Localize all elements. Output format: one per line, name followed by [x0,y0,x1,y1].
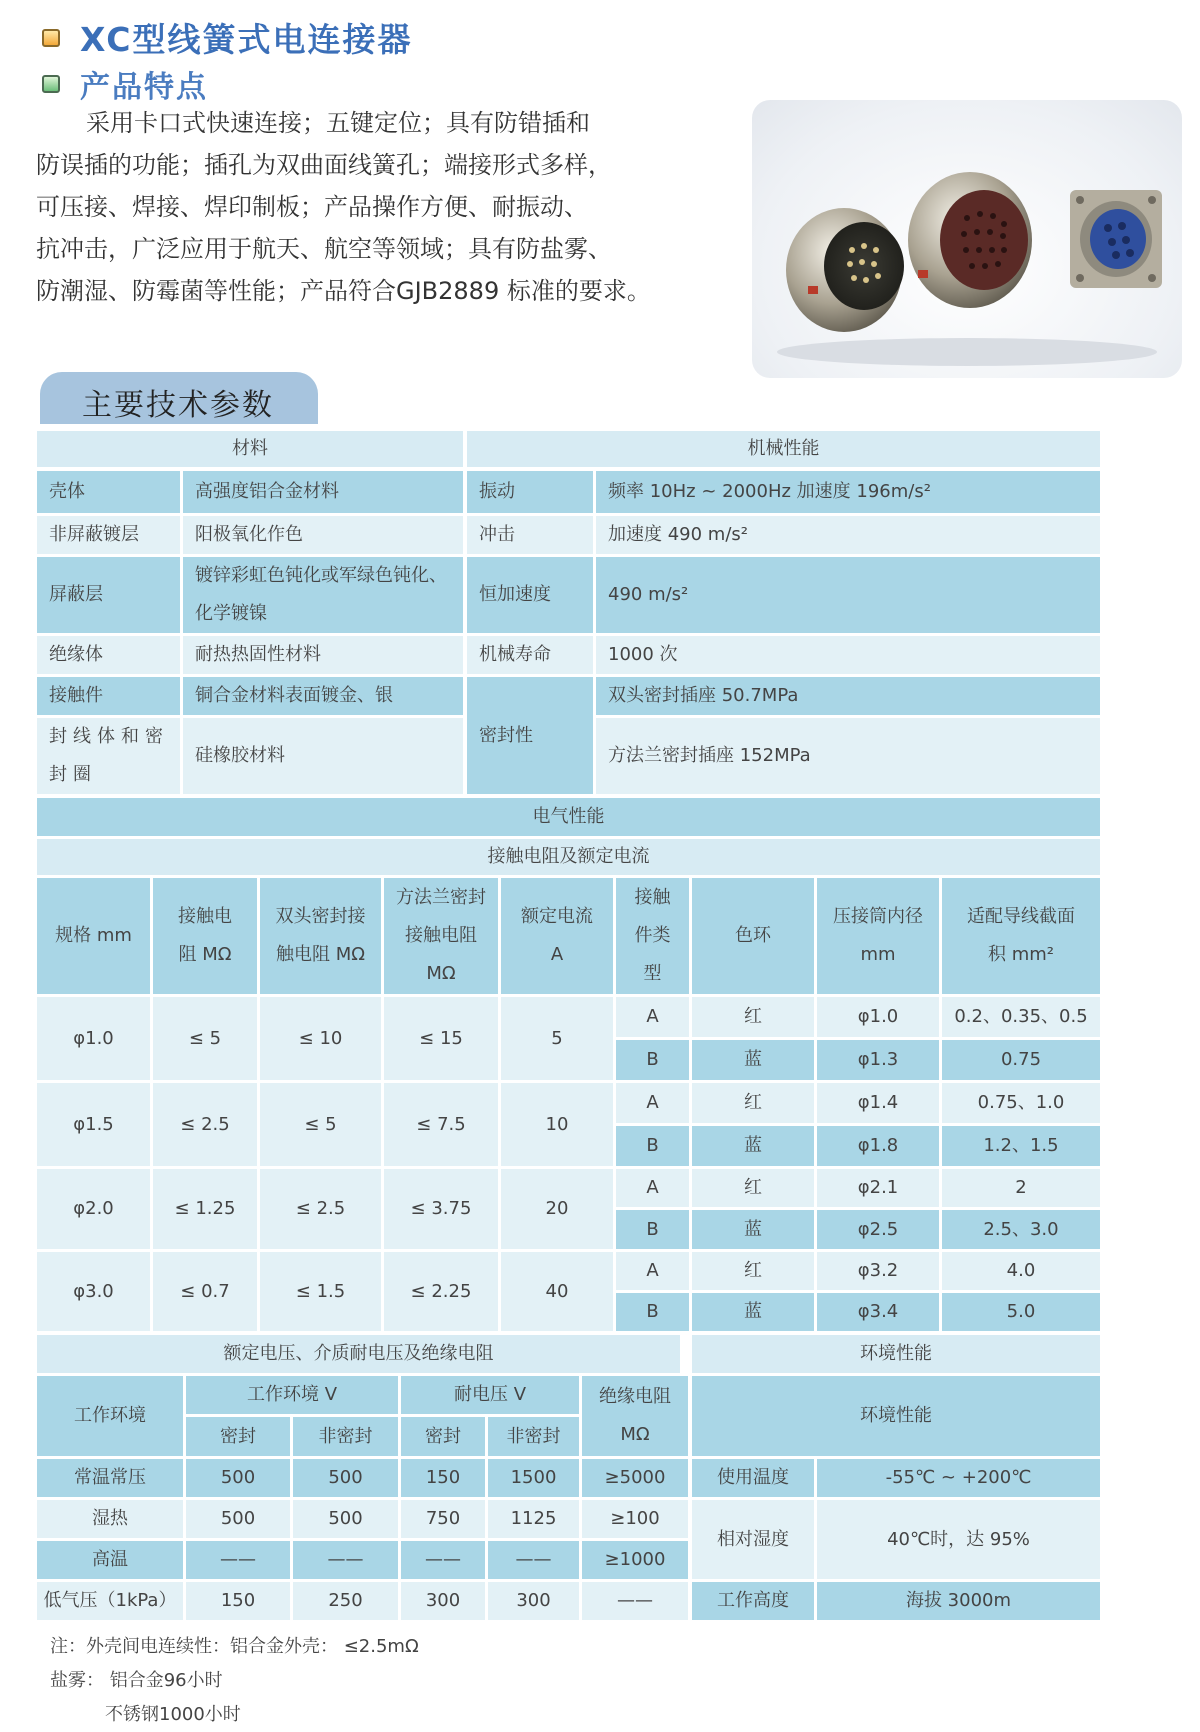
electrical-subheader: 接触电阻及额定电流 [37,839,1100,875]
voltage-cell: 300 [401,1582,485,1620]
resistance2-cell: ≤ 2.5 [260,1169,381,1249]
mechanical-value: 方法兰密封插座 152MPa [596,718,1100,794]
resistance3-cell: ≤ 15 [384,997,498,1080]
type-cell: A [616,1252,689,1290]
col-header-sealed: 密封 [186,1417,290,1456]
intro-line: 可压接、焊接、焊印制板；产品操作方便、耐振动、 [36,193,588,221]
intro-text [36,102,676,312]
materials-value: 铜合金材料表面镀金、银 [183,677,463,715]
voltage-cell: 150 [401,1459,485,1497]
color-cell: 蓝 [692,1210,814,1249]
section-tab-label: 主要技术参数 [82,388,274,423]
color-cell: 蓝 [692,1293,814,1331]
col-header: 双头密封接触电阻 MΩ [260,878,381,994]
voltage-cell: 300 [488,1582,579,1620]
mechanical-label: 恒加速度 [467,557,593,633]
env-cell: 高温 [37,1541,183,1579]
note-line: 盐雾： 铝合金96小时 [50,1670,223,1691]
environment-value: 海拔 3000m [817,1582,1100,1620]
voltage-cell: 250 [293,1582,398,1620]
type-cell: A [616,1083,689,1123]
resistance-cell: ≤ 5 [153,997,257,1080]
type-cell: B [616,1040,689,1080]
mechanical-label: 机械寿命 [467,636,593,674]
environment-header: 环境性能 [692,1335,1100,1373]
area-cell: 0.2、0.35、0.5 [942,997,1100,1037]
col-header-insulation: 绝缘电阻 MΩ [582,1376,688,1456]
mechanical-value: 1000 次 [596,636,1100,674]
environment-label: 工作高度 [692,1582,814,1620]
area-cell: 0.75 [942,1040,1100,1080]
product-photo [752,100,1182,378]
intro-line: 采用卡口式快速连接；五键定位；具有防错插和 [86,109,590,137]
area-cell: 5.0 [942,1293,1100,1331]
resistance-cell: ≤ 0.7 [153,1252,257,1331]
mechanical-label: 密封性 [467,677,593,794]
voltage-cell: 500 [293,1500,398,1538]
mechanical-value: 双头密封插座 50.7MPa [596,677,1100,715]
environment-value: 40℃时，达 95% [817,1500,1100,1579]
voltage-cell: 750 [401,1500,485,1538]
intro-line: 抗冲击，广泛应用于航天、航空等领域；具有防盐雾、 [36,235,612,263]
voltage-cell: 1500 [488,1459,579,1497]
spec-cell: φ1.5 [37,1083,150,1166]
type-cell: A [616,1169,689,1207]
note-line: 不锈钢1000小时 [105,1704,241,1725]
resistance2-cell: ≤ 1.5 [260,1252,381,1331]
voltage-cell: —— [293,1541,398,1579]
col-header-work: 工作环境 V [186,1376,398,1414]
voltage-cell: 500 [186,1500,290,1538]
voltage-header: 额定电压、介质耐电压及绝缘电阻 [37,1335,680,1373]
area-cell: 2.5、3.0 [942,1210,1100,1249]
insulation-cell: ≥5000 [582,1459,688,1497]
bullet-square-icon [42,29,60,47]
type-cell: B [616,1293,689,1331]
area-cell: 1.2、1.5 [942,1126,1100,1166]
spec-cell: φ1.0 [37,997,150,1080]
note-line: 注：外壳间电连续性：铝合金外壳： ≤2.5mΩ [50,1636,419,1657]
color-cell: 红 [692,1083,814,1123]
type-cell: B [616,1210,689,1249]
col-header: 额定电流 A [501,878,613,994]
voltage-cell: —— [401,1541,485,1579]
materials-value: 硅橡胶材料 [183,718,463,794]
environment-label: 使用温度 [692,1459,814,1497]
color-cell: 红 [692,1169,814,1207]
notes [50,1630,419,1732]
mechanical-value: 加速度 490 m/s² [596,516,1100,554]
env-cell: 湿热 [37,1500,183,1538]
type-cell: B [616,1126,689,1166]
voltage-cell: 500 [186,1459,290,1497]
electrical-header: 电气性能 [37,798,1100,836]
mechanical-value: 490 m/s² [596,557,1100,633]
intro-line: 防误插的功能；插孔为双曲面线簧孔；端接形式多样， [36,151,612,179]
page-subtitle: 产品特点 [80,70,208,105]
current-cell: 5 [501,997,613,1080]
insulation-cell: ≥100 [582,1500,688,1538]
materials-label: 封线体和密封圈 [37,718,180,794]
subtitle-heading [42,62,208,106]
bullet-square-icon [42,75,60,93]
diameter-cell: φ1.4 [817,1083,939,1123]
connector-illustration [752,100,1182,378]
area-cell: 0.75、1.0 [942,1083,1100,1123]
intro-line: 防潮湿、防霉菌等性能；产品符合GJB2889 标准的要求。 [36,277,651,305]
spec-cell: φ2.0 [37,1169,150,1249]
diameter-cell: φ3.2 [817,1252,939,1290]
col-header-env: 工作环境 [37,1376,183,1456]
insulation-cell: —— [582,1582,688,1620]
col-header: 接触电阻 MΩ [153,878,257,994]
col-header-unsealed: 非密封 [293,1417,398,1456]
col-header-unsealed: 非密封 [488,1417,579,1456]
current-cell: 10 [501,1083,613,1166]
voltage-cell: 500 [293,1459,398,1497]
materials-label: 绝缘体 [37,636,180,674]
materials-label: 非屏蔽镀层 [37,516,180,554]
mechanical-label: 振动 [467,471,593,513]
type-cell: A [616,997,689,1037]
color-cell: 蓝 [692,1126,814,1166]
diameter-cell: φ3.4 [817,1293,939,1331]
voltage-cell: —— [488,1541,579,1579]
resistance2-cell: ≤ 10 [260,997,381,1080]
environment-value: -55℃ ~ +200℃ [817,1459,1100,1497]
current-cell: 20 [501,1169,613,1249]
mechanical-value: 频率 10Hz ~ 2000Hz 加速度 196m/s² [596,471,1100,513]
area-cell: 4.0 [942,1252,1100,1290]
voltage-cell: 1125 [488,1500,579,1538]
resistance-cell: ≤ 2.5 [153,1083,257,1166]
color-cell: 红 [692,1252,814,1290]
col-header: 接触件类型 [616,878,689,994]
diameter-cell: φ2.1 [817,1169,939,1207]
col-header: 规格 mm [37,878,150,994]
materials-value: 耐热热固性材料 [183,636,463,674]
color-cell: 红 [692,997,814,1037]
mechanical-label: 冲击 [467,516,593,554]
section-tab [40,372,318,424]
diameter-cell: φ1.3 [817,1040,939,1080]
materials-header: 材料 [37,431,463,467]
voltage-cell: —— [186,1541,290,1579]
title-heading [42,14,413,61]
area-cell: 2 [942,1169,1100,1207]
environment-subheader: 环境性能 [692,1376,1100,1456]
page-title: XC型线簧式电连接器 [80,20,413,59]
materials-label: 接触件 [37,677,180,715]
col-header: 压接筒内径 mm [817,878,939,994]
resistance2-cell: ≤ 5 [260,1083,381,1166]
col-header-withstand: 耐电压 V [401,1376,579,1414]
insulation-cell: ≥1000 [582,1541,688,1579]
materials-value: 阳极氧化作色 [183,516,463,554]
resistance3-cell: ≤ 2.25 [384,1252,498,1331]
diameter-cell: φ2.5 [817,1210,939,1249]
current-cell: 40 [501,1252,613,1331]
spec-cell: φ3.0 [37,1252,150,1331]
diameter-cell: φ1.0 [817,997,939,1037]
resistance3-cell: ≤ 3.75 [384,1169,498,1249]
voltage-cell: 150 [186,1582,290,1620]
mechanical-header: 机械性能 [467,431,1100,467]
environment-label: 相对湿度 [692,1500,814,1579]
diameter-cell: φ1.8 [817,1126,939,1166]
env-cell: 低气压（1kPa） [37,1582,183,1620]
materials-label: 屏蔽层 [37,557,180,633]
col-header: 方法兰密封接触电阻 MΩ [384,878,498,994]
col-header: 色环 [692,878,814,994]
resistance3-cell: ≤ 7.5 [384,1083,498,1166]
materials-value: 镀锌彩虹色钝化或军绿色钝化、化学镀镍 [183,557,463,633]
col-header: 适配导线截面积 mm² [942,878,1100,994]
color-cell: 蓝 [692,1040,814,1080]
resistance-cell: ≤ 1.25 [153,1169,257,1249]
materials-value: 高强度铝合金材料 [183,471,463,513]
env-cell: 常温常压 [37,1459,183,1497]
col-header-sealed: 密封 [401,1417,485,1456]
materials-label: 壳体 [37,471,180,513]
